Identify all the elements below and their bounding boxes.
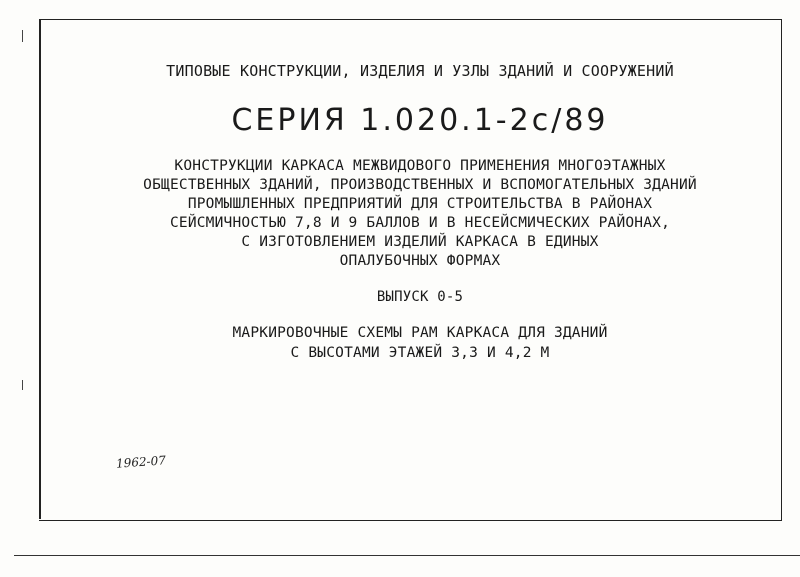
margin-mark	[22, 380, 23, 390]
description-line: ПРОМЫШЛЕННЫХ ПРЕДПРИЯТИЙ ДЛЯ СТРОИТЕЛЬСТВА В РАЙОНАХ	[187, 196, 653, 212]
frame-top-border	[40, 19, 782, 20]
description-line: С ИЗГОТОВЛЕНИЕМ ИЗДЕЛИЙ КАРКАСА В ЕДИНЫХ	[241, 234, 599, 250]
subtitle-line: МАРКИРОВОЧНЫЕ СХЕМЫ РАМ КАРКАСА ДЛЯ ЗДАНИЙ	[232, 325, 608, 341]
description-line: ОБЩЕСТВЕННЫХ ЗДАНИЙ, ПРОИЗВОДСТВЕННЫХ И ВСПОМОГАТЕЛЬНЫХ ЗДАНИЙ	[143, 177, 697, 193]
sheet-bottom-line	[14, 555, 800, 556]
frame-bottom-border	[39, 520, 782, 521]
frame-left-border	[39, 19, 41, 519]
series-title: СЕРИЯ 1.020.1-2с/89	[231, 103, 609, 138]
margin-mark	[22, 30, 23, 42]
issue-number: ВЫПУСК 0-5	[376, 289, 464, 305]
description-line: КОНСТРУКЦИИ КАРКАСА МЕЖВИДОВОГО ПРИМЕНЕНИЯ МНОГОЭТАЖНЫХ	[174, 158, 666, 174]
frame-right-border	[781, 19, 782, 521]
document-header: ТИПОВЫЕ КОНСТРУКЦИИ, ИЗДЕЛИЯ И УЗЛЫ ЗДАНИЙ И СООРУЖЕНИЙ	[166, 62, 674, 80]
handwritten-note: 1962-07	[115, 453, 167, 471]
description-line: СЕЙСМИЧНОСТЬЮ 7,8 И 9 БАЛЛОВ И В НЕСЕЙСМИЧЕСКИХ РАЙОНАХ,	[169, 215, 671, 231]
description-line: ОПАЛУБОЧНЫХ ФОРМАХ	[339, 253, 501, 269]
subtitle-line: С ВЫСОТАМИ ЭТАЖЕЙ 3,3 И 4,2 М	[290, 345, 550, 361]
